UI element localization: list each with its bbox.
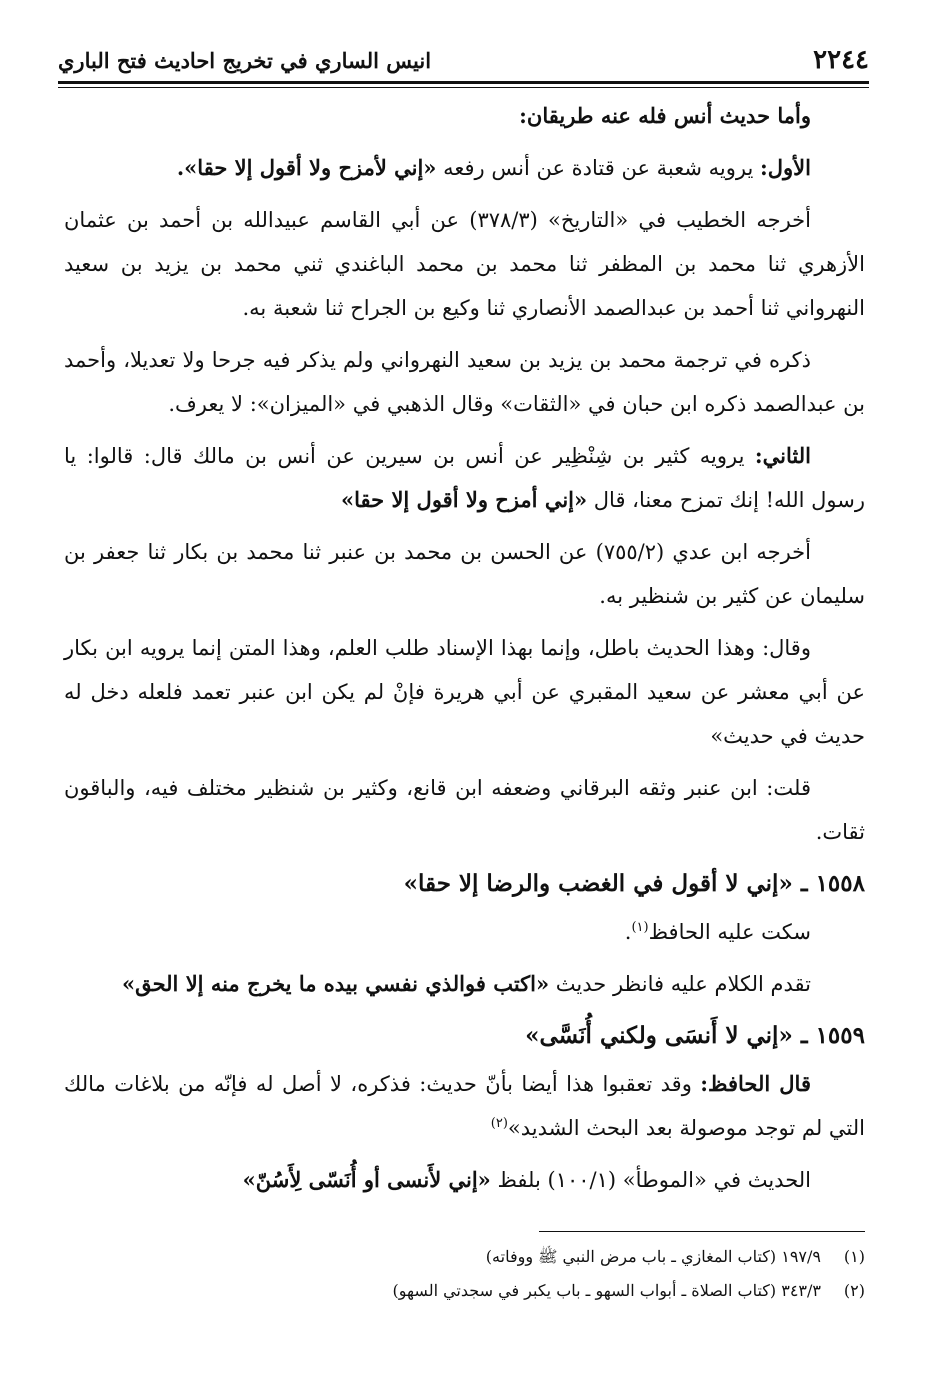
hadith-heading-1558: ١٥٥٨ ـ «إني لا أقول في الغضب والرضا إلا حقا» (403, 870, 865, 897)
paragraph-first-route (64, 146, 865, 190)
hafiz-text: وقد تعقبوا هذا أيضا بأنّ حديث: فذكره، لا أصل له فإنّه من بلاغات مالك التي لم توجد موصولة بعد البحث الشديد» (64, 1072, 865, 1140)
footnote-text: ١٩٧/٩ (كتاب المغازي ـ باب مرض النبي ﷺ ووفاته) (485, 1247, 821, 1266)
main-text (64, 94, 865, 1210)
taqaddam-quote: «اكتب فوالذي نفسي بيده ما يخرج منه إلا الحق» (121, 971, 550, 996)
header-rule (58, 81, 869, 88)
running-title: انيس الساري في تخريج احاديث فتح الباري (58, 47, 432, 73)
hadith-heading-1559: ١٥٥٩ ـ «إني لا أَنسَى ولكني أُنَسَّى» (525, 1022, 865, 1049)
footnote-number: (٢) (843, 1281, 865, 1300)
second-label: الثاني: (754, 443, 811, 468)
footnote-ref-1[interactable]: (١) (631, 920, 649, 935)
first-label: الأول: (760, 155, 811, 180)
footnote-text: ٣٤٣/٣ (كتاب الصلاة ـ أبواب السهو ـ باب يكبر في سجدتي السهو) (392, 1281, 821, 1300)
paragraph-sakata: سكت عليه الحافظ$^{(١)}$. (624, 920, 811, 944)
paragraph-second-route (64, 434, 865, 522)
muwatta-quote: «إني لأَنسى أو أُنَسّى لِأَسُنّ» (242, 1167, 491, 1192)
paragraph-hafiz (64, 1062, 865, 1150)
paragraph-tarjama: ذكره في ترجمة محمد بن يزيد بن سعيد النهرواني ولم يذكر فيه جرحا ولا تعديلا، وأحمد بن عبدالصمد ذكره ابن حبان في «الثقات» وقال الذهبي في «الميزان»: لا يعرف. (64, 348, 865, 416)
paragraph-qal: وقال: وهذا الحديث باطل، وإنما بهذا الإسناد طلب العلم، وهذا المتن إنما يرويه ابن بكار عن أبي معشر عن سعيد المقبري عن أبي هريرة فإنْ لم يكن ابن عنبر تعمد فلعله دخل له حديث في حديث» (64, 636, 865, 748)
footnote-ref-2[interactable]: (٢) (490, 1116, 508, 1131)
page-header (58, 38, 869, 82)
paragraph-muwatta (64, 1158, 865, 1202)
paragraph-takhrij-ibn-adi: أخرجه ابن عدي (٧٥٥/٢) عن الحسن بن محمد بن عنبر ثنا محمد بن بكار ثنا جعفر بن سليمان عن كثير بن شنظير به. (64, 540, 865, 608)
second-quote: «إني أمزح ولا أقول إلا حقا» (341, 487, 588, 512)
footnote-number: (١) (843, 1247, 865, 1266)
paragraph-takhrij-khatib: أخرجه الخطيب في «التاريخ» (٣٧٨/٣) عن أبي القاسم عبيدالله بن أحمد بن عثمان الأزهري ثنا محمد بن المظفر ثنا محمد بن محمد الباغندي ثني محمد بن يزيد بن سعيد النهرواني ثنا أحمد بن عبدالصمد الأنصاري ثنا وكيع بن الجراح ثنا شعبة به. (64, 208, 865, 320)
first-quote: «إني لأمزح ولا أقول إلا حقا». (176, 155, 437, 180)
sakata-text: سكت عليه الحافظ (648, 920, 811, 944)
hafiz-label: قال الحافظ: (700, 1071, 811, 1096)
muwatta-text: الحديث في «الموطأ» (١٠٠/١) بلفظ (490, 1168, 811, 1192)
taqaddam-text: تقدم الكلام عليه فانظر حديث (549, 972, 811, 996)
first-text: يرويه شعبة عن قتادة عن أنس رفعه (436, 156, 761, 180)
paragraph-taqaddam (64, 962, 865, 1006)
footnote-1 (64, 1240, 865, 1274)
paragraph-qultu: قلت: ابن عنبر وثقه البرقاني وضعفه ابن قانع، وكثير بن شنظير مختلف فيه، والباقون ثقات. (64, 776, 865, 844)
second-text: يرويه كثير بن شِنْظِير عن أنس بن سيرين عن أنس بن مالك قال: قالوا: يا رسول الله! إنك تمزح معنا، قال (64, 444, 865, 512)
footnote-separator (539, 1231, 865, 1232)
page-number: ٢٢٤٤ (813, 45, 869, 75)
footnote-2 (64, 1274, 865, 1308)
intro-line: وأما حديث أنس فله عنه طريقان: (519, 103, 811, 128)
footnotes (64, 1240, 865, 1308)
